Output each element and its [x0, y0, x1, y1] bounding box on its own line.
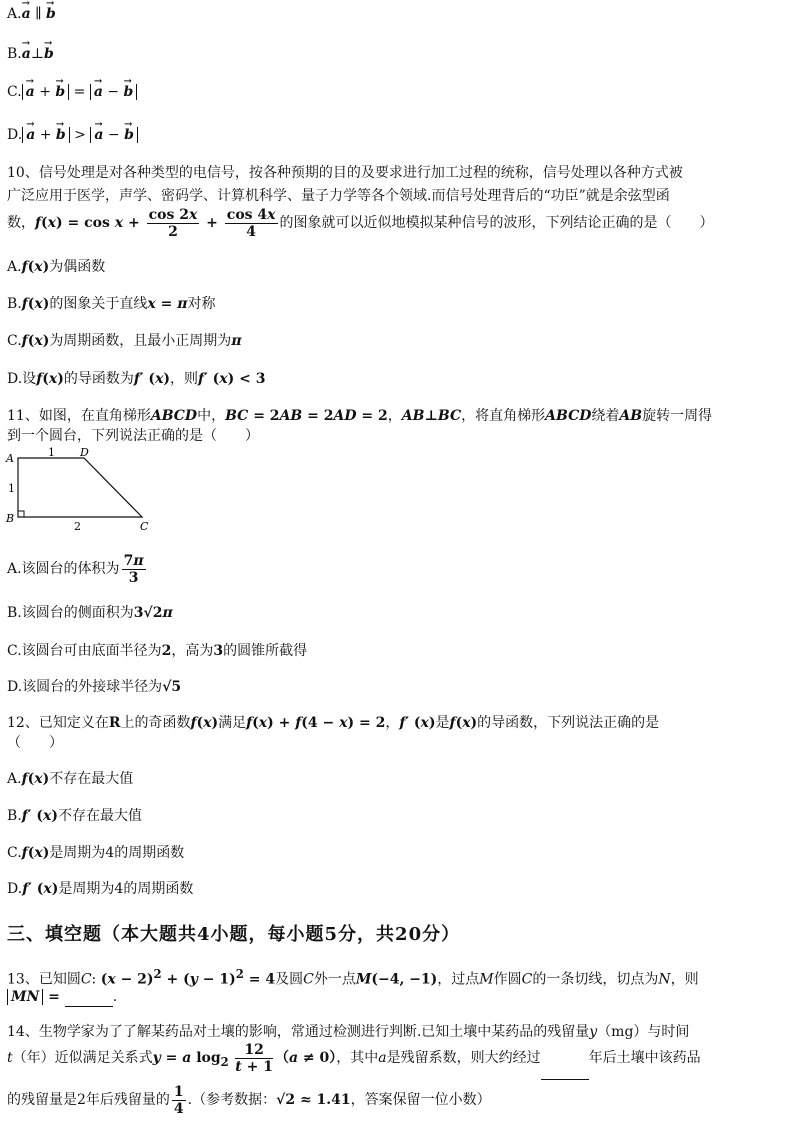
- q12-stem-line1: 12、已知定义在R上的奇函数f(x)满足f(x) + f(4 − x) = 2，f′ (x)是f(x)的导函数，下列说法正确的是: [7, 715, 660, 731]
- math: → a: [22, 4, 31, 24]
- bottom-side-length: 2: [74, 520, 81, 533]
- q11-stem-line2: 到一个圆台，下列说法正确的是（ ）: [7, 428, 259, 444]
- q9-option-b-label: B.: [7, 46, 22, 62]
- q10-stem-line1: 10、信号处理是对各种类型的电信号，按各种预期的目的及要求进行加工过程的统称，信号处理以各种方式被: [7, 165, 683, 181]
- fraction: $\frac{\cos 2x}{2}$: [148, 206, 198, 240]
- q11-option-d: D.该圆台的外接球半径为√5: [7, 679, 182, 695]
- q12-stem-line2: （ ）: [7, 735, 63, 751]
- math: → a − → b: [90, 127, 138, 143]
- q10-option-b: B.f(x)的图象关于直线x = π对称: [7, 296, 216, 312]
- vertex-a-label: A: [6, 452, 14, 465]
- q10-stem-line3: 数，f(x) = cos x + $\frac{\cos 2x}{2}$ + $\frac{\cos 4x}{4}$ 的图象就可以近似地模拟某种信号的波形，下列结论正确的是（ ）: [7, 206, 714, 240]
- trapezoid-shape: [18, 458, 142, 517]
- math: → a + → b: [22, 127, 70, 143]
- q9-option-c-label: C.: [7, 84, 22, 100]
- fraction: $\frac{1}{4}$: [173, 1083, 184, 1117]
- math: → b: [44, 44, 54, 64]
- right-angle-mark: [18, 511, 24, 517]
- math: → b: [46, 4, 56, 24]
- math: → a − → b: [90, 84, 138, 100]
- q14-stem-line2: t（年）近似满足关系式y = a $\log_2$ $\frac{12}{t + 1}$ （a ≠ 0），其中a是残留系数，则大约经过 年后土壤中该药品: [7, 1040, 786, 1080]
- q11-stem-line1: 11、如图，在直角梯形ABCD中，BC = 2AB = 2AD = 2，AB⊥BC，将直角梯形ABCD绕着AB旋转一周得: [7, 408, 713, 424]
- math: f: [35, 215, 42, 231]
- q13-stem-line1: 13、已知圆C: $(x - 2)^2 + (y - 1)^2 = 4$及圆C外一点M(−4, −1)，过点M作圆C的一条切线，切点为N，则: [7, 967, 699, 988]
- q14-stem-line1: 14、生物学家为了了解某药品对土壤的影响，常通过检测进行判断.已知土壤中某药品的残留量y（mg）与时间: [7, 1024, 690, 1040]
- q12-option-b: B.f′ (x)不存在最大值: [7, 808, 142, 824]
- q11-option-c: C.该圆台可由底面半径为2，高为3的圆锥所截得: [7, 643, 308, 659]
- q9-option-b: B.→ a⊥→ b: [7, 44, 786, 64]
- q9-option-a: A.→ a ∥ → b: [7, 4, 786, 24]
- q12-option-c: C.f(x)是周期为4的周期函数: [7, 845, 185, 861]
- q11-option-b: B.该圆台的侧面积为3√2π: [7, 605, 173, 621]
- q10-option-a: A.f(x)为偶函数: [7, 259, 106, 275]
- q13-stem-line2: MN = .: [7, 987, 786, 1007]
- q10-stem-line2: 广泛应用于医学，声学、密码学、计算机科学、量子力学等各个领域.而信号处理背后的“功臣”就是余弦型函: [7, 188, 670, 204]
- vertex-c-label: C: [140, 520, 149, 533]
- q14-stem-line3: 的残留量是2年后残留量的 $\frac{1}{4}$ .（参考数据：√2 ≈ 1.41，答案保留一位小数）: [7, 1083, 491, 1117]
- vertex-b-label: B: [6, 512, 15, 525]
- q9-option-c: C.→ a + → b = → a − → b: [7, 82, 786, 102]
- left-side-length: 1: [8, 482, 15, 495]
- top-side-length: 1: [48, 446, 55, 459]
- math: → a + → b: [22, 84, 70, 100]
- q9-option-a-label: A.: [7, 6, 22, 22]
- answer-blank[interactable]: [541, 1065, 589, 1080]
- q10-option-d: D.设f(x)的导函数为f′ (x)，则f′ (x) < 3: [7, 371, 266, 387]
- q12-option-a: A.f(x)不存在最大值: [7, 771, 134, 787]
- trapezoid-figure: [4, 446, 164, 536]
- fraction: $\frac{\cos 4x}{4}$: [226, 206, 276, 240]
- q11-option-a: A.该圆台的体积为 $\frac{7\pi}{3}$: [7, 552, 144, 586]
- fraction: $\frac{12}{t + 1}$: [235, 1041, 273, 1075]
- math: → a: [22, 44, 31, 64]
- answer-blank[interactable]: [65, 992, 113, 1007]
- q12-option-d: D.f′ (x)是周期为4的周期函数: [7, 881, 194, 897]
- q9-option-d: D.→ a + → b > → a − → b: [7, 125, 786, 145]
- fraction: $\frac{7\pi}{3}$: [123, 552, 144, 586]
- vertex-d-label: D: [80, 446, 89, 459]
- q9-option-d-label: D.: [7, 127, 23, 143]
- section-heading: 三、填空题（本大题共4小题，每小题5分，共20分）: [7, 924, 461, 945]
- q10-option-c: C.f(x)为周期函数，且最小正周期为π: [7, 333, 242, 349]
